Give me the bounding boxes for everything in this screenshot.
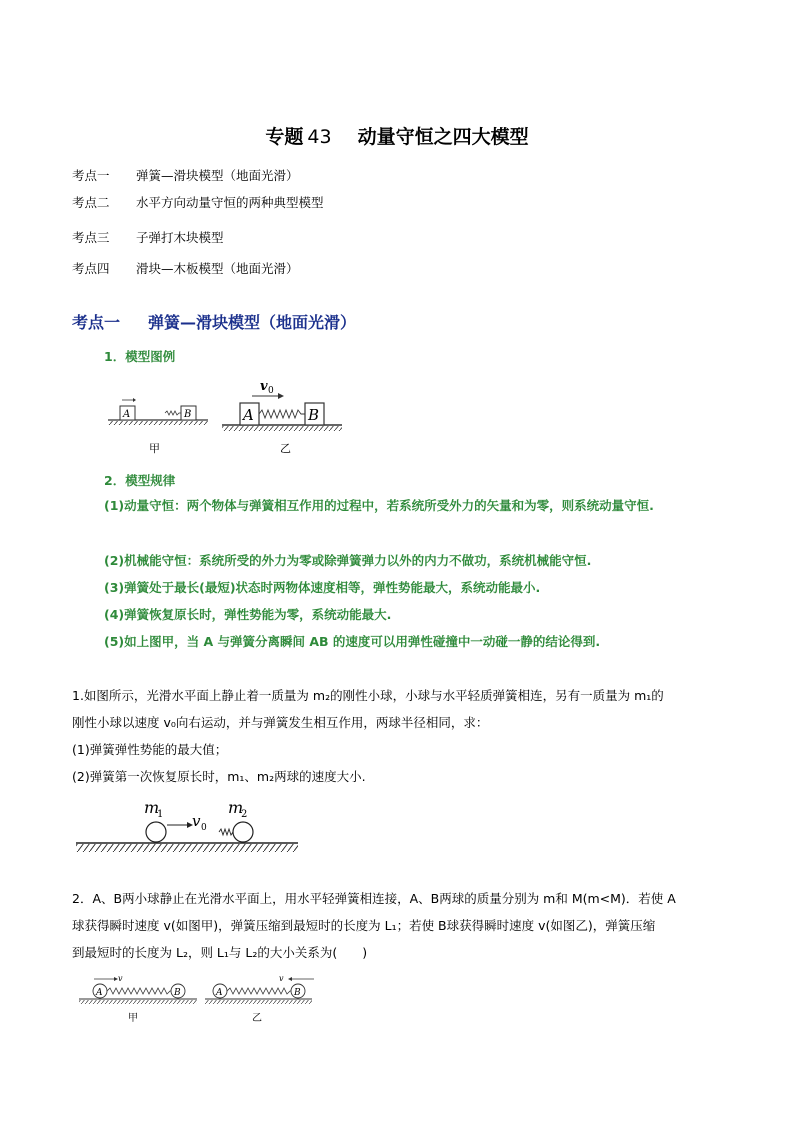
title-text: 动量守恒之四大模型 <box>357 126 529 148</box>
subheading-model-rules: 2．模型规律 <box>104 473 176 488</box>
spring-icon <box>107 988 171 994</box>
block-a-label: A <box>243 406 254 424</box>
velocity-subscript: 0 <box>201 823 207 833</box>
toc-label: 弹簧—滑块模型（地面光滑） <box>136 168 299 183</box>
velocity-label: v <box>118 974 123 983</box>
caption-jia: 甲 <box>149 442 160 455</box>
toc-item-2 <box>72 193 324 211</box>
toc-label: 滑块—木板模型（地面光滑） <box>136 261 299 276</box>
q2-figure <box>74 968 324 1028</box>
mass-m1-subscript: 1 <box>157 809 164 820</box>
section-heading <box>72 310 356 333</box>
toc-label: 水平方向动量守恒的两种典型模型 <box>136 195 324 210</box>
spring-icon <box>165 411 181 415</box>
q1-figure <box>72 795 312 857</box>
q2-line-3: 到最短时的长度为 L₂，则 L₁与 L₂的大小关系为( ) <box>72 945 368 960</box>
q1-line-2: 刚性小球以速度 v₀向右运动，并与弹簧发生相互作用，两球半径相同，求： <box>72 715 489 730</box>
page-title <box>0 122 794 149</box>
model-figure <box>100 376 350 456</box>
ball-m1 <box>146 822 166 842</box>
title-number: 43 <box>307 126 332 148</box>
block-b-label: B <box>308 406 320 424</box>
toc-item-4 <box>72 259 299 277</box>
velocity-label: v <box>260 379 268 394</box>
block-b-label: B <box>184 409 192 420</box>
section-label: 弹簧—滑块模型（地面光滑） <box>148 313 357 332</box>
toc-item-1 <box>72 166 299 184</box>
toc-key: 考点三 <box>72 230 110 245</box>
q2-line-2: 球获得瞬时速度 v(如图甲)，弹簧压缩到最短时的长度为 L₁；若使 B球获得瞬时速度 v(如图乙)，弹簧压缩 <box>72 918 656 933</box>
q2-line-1: 2．A、B两小球静止在光滑水平面上，用水平轻弹簧相连接，A、B两球的质量分别为 m和 M(m<M)．若使 A <box>72 891 676 906</box>
spring-icon <box>219 829 233 835</box>
subheading-model-figures: 1．模型图例 <box>104 349 176 364</box>
caption-yi: 乙 <box>280 442 291 455</box>
figure-yi <box>222 379 342 455</box>
rule-2: (2)机械能守恒：系统所受的外力为零或除弹簧弹力以外的内力不做功，系统机械能守恒. <box>104 553 592 568</box>
figure-jia <box>108 398 208 455</box>
ball-b-label: B <box>294 988 301 998</box>
ball-a-label: A <box>216 988 223 998</box>
section-key: 考点一 <box>72 313 121 332</box>
caption-yi: 乙 <box>252 1013 262 1024</box>
velocity-label: v <box>279 974 284 983</box>
velocity-label: v <box>192 812 201 830</box>
mass-m1-label: m <box>144 798 160 817</box>
toc-key: 考点一 <box>72 168 110 183</box>
q2-figure-yi <box>205 974 314 1024</box>
rule-1: (1)动量守恒：两个物体与弹簧相互作用的过程中，若系统所受外力的矢量和为零，则系统动量守恒. <box>104 498 654 513</box>
spring-icon <box>227 988 291 994</box>
ball-m2 <box>233 822 253 842</box>
block-a-label: A <box>123 409 131 420</box>
velocity-subscript: 0 <box>268 386 274 396</box>
ball-a-label: A <box>96 988 103 998</box>
rule-4: (4)弹簧恢复原长时，弹性势能为零，系统动能最大. <box>104 607 392 622</box>
toc-item-3 <box>72 228 224 246</box>
spring-icon <box>259 410 305 418</box>
toc-key: 考点四 <box>72 261 110 276</box>
rule-3: (3)弹簧处于最长(最短)状态时两物体速度相等，弹性势能最大，系统动能最小. <box>104 580 541 595</box>
caption-jia: 甲 <box>128 1013 138 1024</box>
q1-line-3: (1)弹簧弹性势能的最大值； <box>72 742 228 757</box>
toc-key: 考点二 <box>72 195 110 210</box>
rule-5: (5)如上图甲，当 A 与弹簧分离瞬间 AB 的速度可以用弹性碰撞中一动碰一静的结论得到. <box>104 634 601 649</box>
mass-m2-label: m <box>228 798 244 817</box>
q2-figure-jia <box>79 974 197 1024</box>
toc-label: 子弹打木块模型 <box>136 230 224 245</box>
title-prefix: 专题 <box>265 126 304 148</box>
q1-line-1: 1.如图所示，光滑水平面上静止着一质量为 m₂的刚性小球，小球与水平轻质弹簧相连，另有一质量为 m₁的 <box>72 688 664 703</box>
ball-b-label: B <box>174 988 181 998</box>
mass-m2-subscript: 2 <box>241 809 248 820</box>
q1-line-4: (2)弹簧第一次恢复原长时，m₁、m₂两球的速度大小. <box>72 769 366 784</box>
